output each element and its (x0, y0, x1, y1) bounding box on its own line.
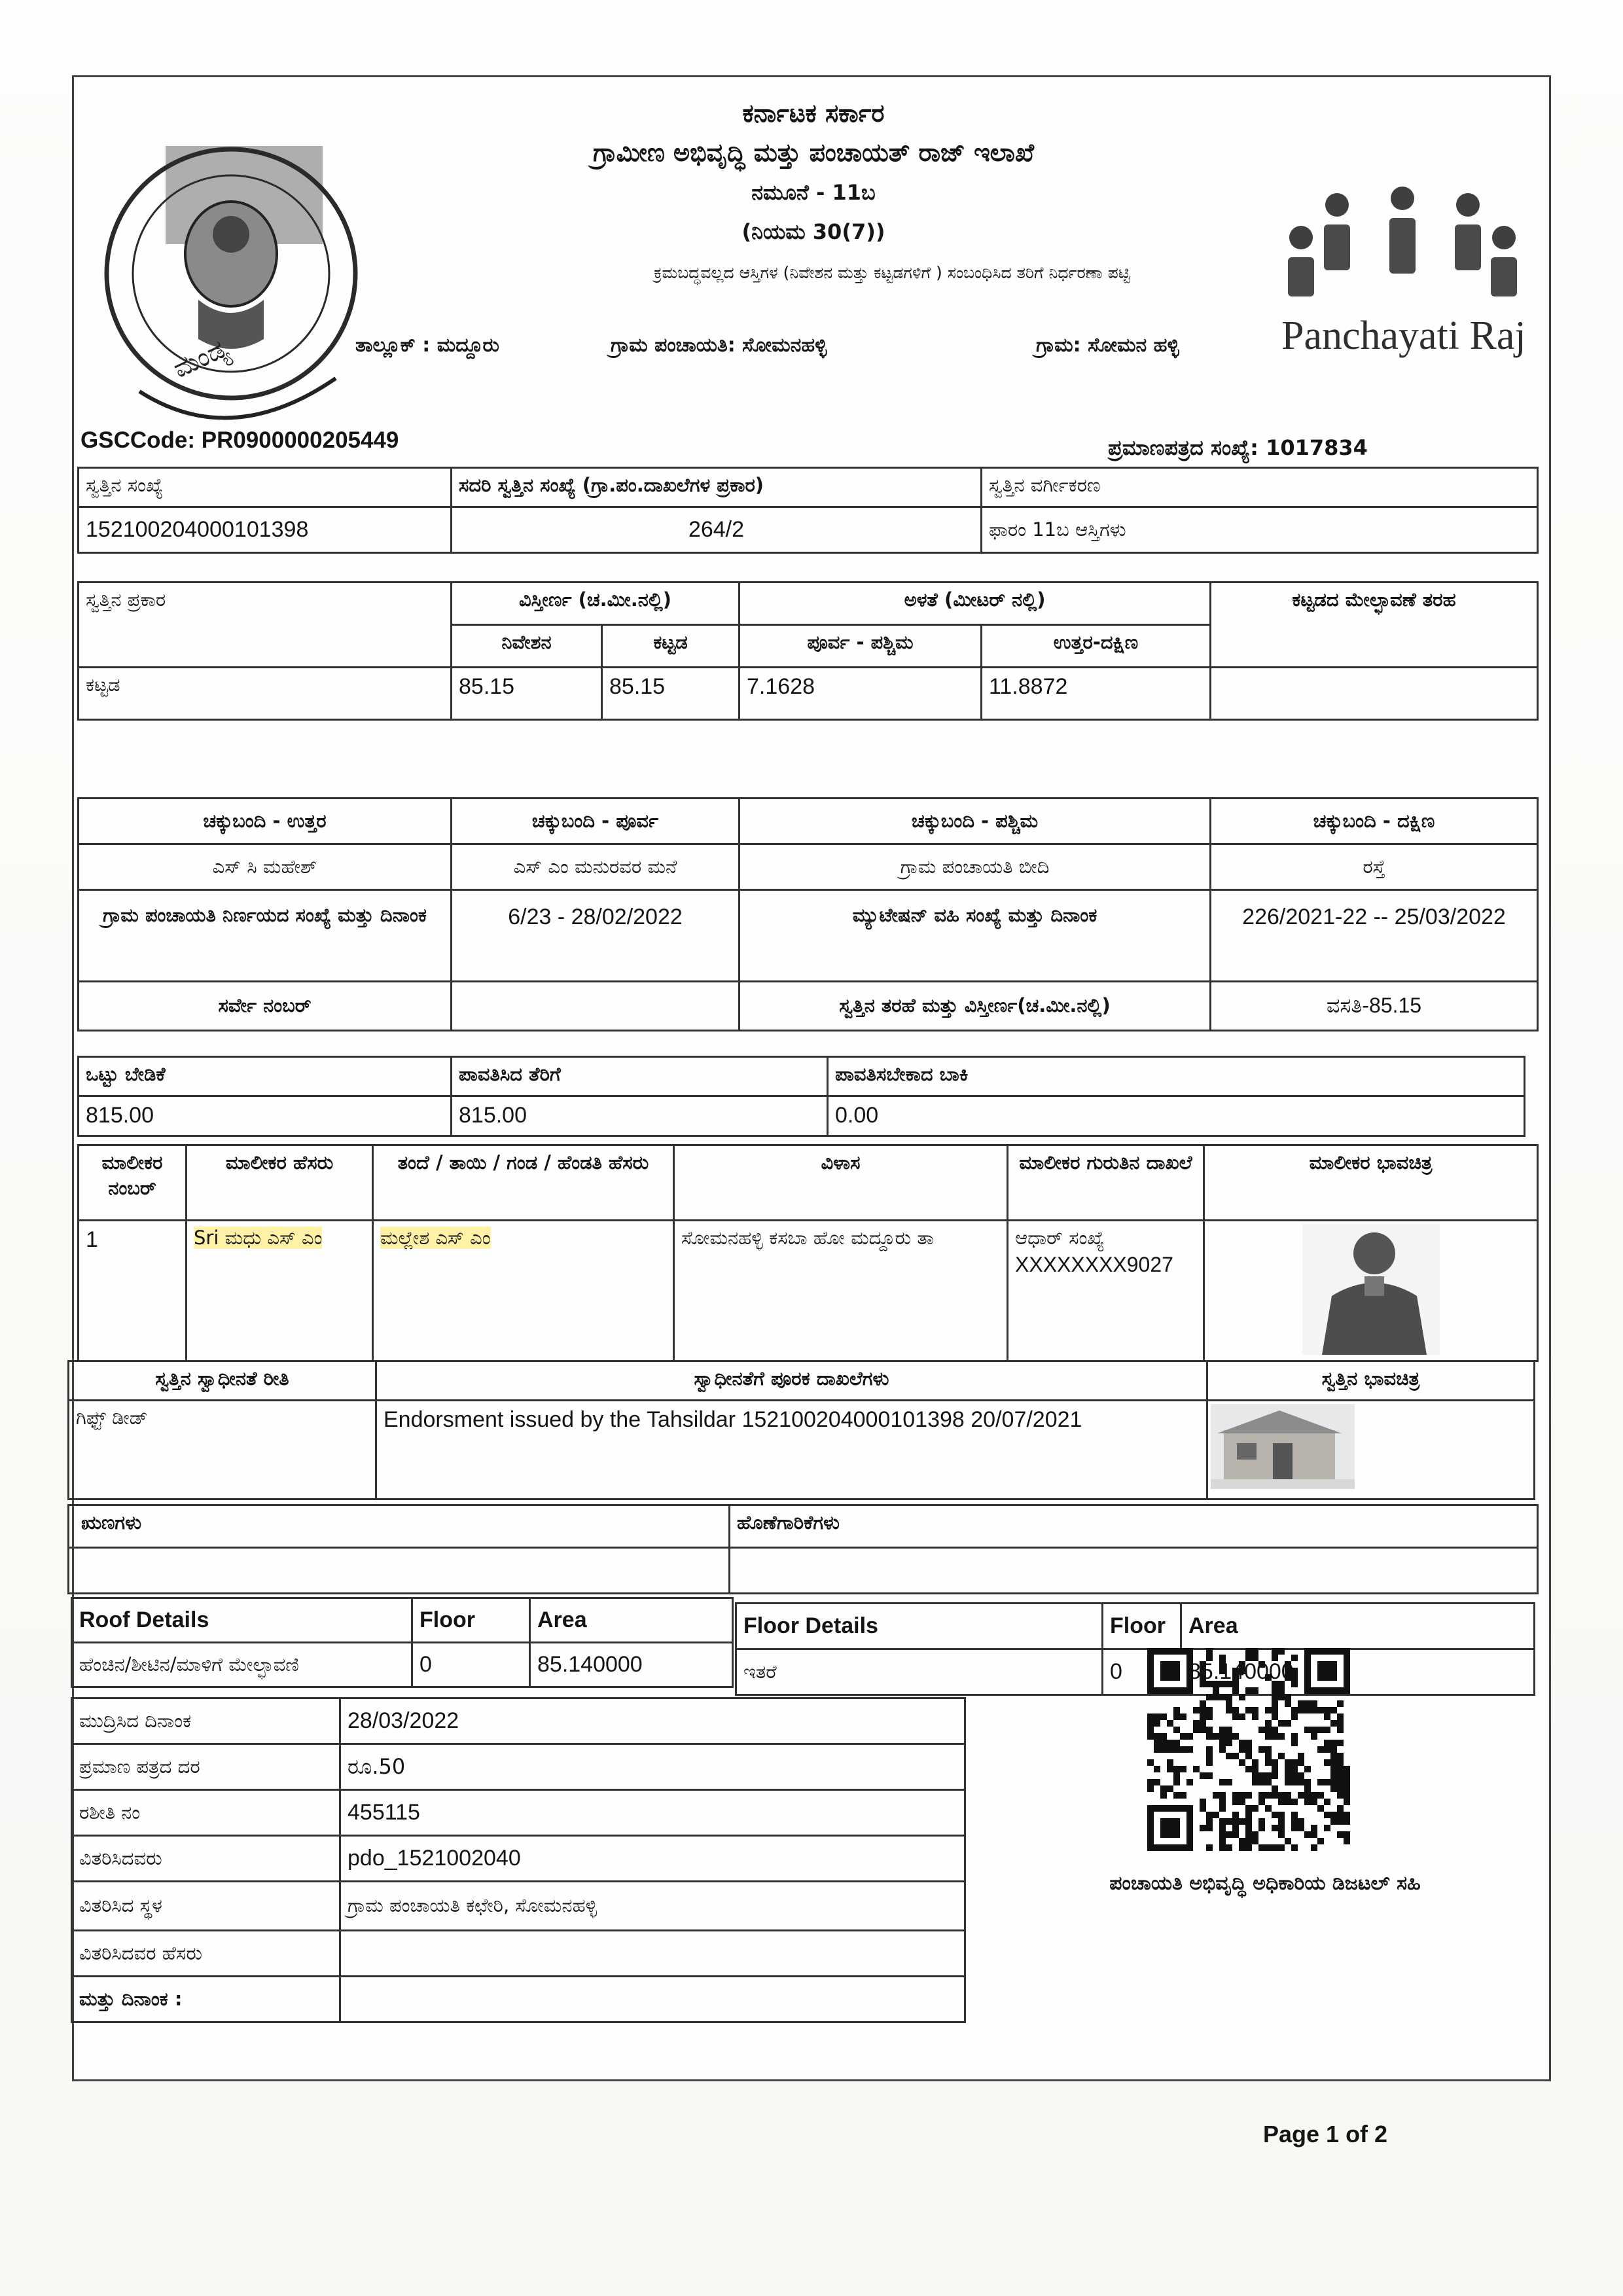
mutation-header: ಮ್ಯುಟೇಷನ್ ವಹಿ ಸಂಖ್ಯೆ ಮತ್ತು ದಿನಾಂಕ (740, 890, 1211, 982)
east-west-header: ಪೂರ್ವ - ಪಶ್ಚಿಮ (740, 625, 982, 668)
floor-type-value: ಇತರೆ (736, 1649, 1103, 1695)
south-boundary-header: ಚಕ್ಕುಬಂದಿ - ದಕ್ಷಿಣ (1211, 798, 1538, 844)
owner-id-number: XXXXXXXX9027 (1015, 1253, 1173, 1277)
east-west-value: 7.1628 (747, 674, 815, 699)
east-boundary-header: ಚಕ್ಕುಬಂದಿ - ಪೂರ್ವ (452, 798, 740, 844)
extent-header: ವಿಸ್ತೀರ್ಣ (ಚ.ಮೀ.ನಲ್ಲಿ) (452, 583, 740, 625)
logo-text: Panchayati Raj (1281, 314, 1526, 358)
roof-area-header: Area (537, 1607, 587, 1632)
page-number: Page 1 of 2 (1263, 2121, 1388, 2147)
encumbrances-value (69, 1548, 730, 1594)
certificate-sheet (72, 75, 1551, 2081)
owner-number-header: ಮಾಲೀಕರ ನಂಬರ್ (79, 1145, 187, 1221)
balance-due-value: 0.00 (835, 1103, 879, 1128)
svg-text:ಮಂಡ್ಯ: ಮಂಡ್ಯ (168, 332, 233, 385)
owner-table (77, 1144, 1539, 1362)
floor-floor-header: Floor (1110, 1613, 1166, 1638)
survey-number-value (452, 982, 740, 1031)
government-title: ಕರ್ನಾಟಕ ಸರ್ಕಾರ (742, 99, 885, 128)
ownership-method-header: ಸ್ವತ್ತಿನ ಸ್ವಾಧೀನತೆ ರೀತಿ (69, 1361, 376, 1401)
survey-number-header: ಸರ್ವೇ ನಂಬರ್ (79, 982, 452, 1031)
roof-floor-header: Floor (419, 1607, 475, 1632)
balance-due-header: ಪಾವತಿಸಬೇಕಾದ ಬಾಕಿ (828, 1057, 1525, 1096)
west-boundary-value: ಗ್ರಾಮ ಪಂಚಾಯತಿ ಬೀದಿ (740, 844, 1211, 890)
measurement-header: ಅಳತೆ (ಮೀಟರ್ ನಲ್ಲಿ) (740, 583, 1211, 625)
owner-photo-header: ಮಾಲೀಕರ ಭಾವಚಿತ್ರ (1204, 1145, 1538, 1221)
daily-number-header: ಸದರಿ ಸ್ವತ್ತಿನ ಸಂಖ್ಯೆ (ಗ್ರಾ.ಪಂ.ದಾಖಲೆಗಳ ಪ್ರಕಾರ) (452, 468, 982, 507)
site-header: ನಿವೇಶನ (452, 625, 602, 668)
form-subtitle: ಕ್ರಮಬದ್ಧವಲ್ಲದ ಆಸ್ತಿಗಳ (ನಿವೇಶನ ಮತ್ತು ಕಟ್ಟಡಗಳಿಗೆ ) ಸಂಬಂಧಿಸಿದ ತರಿಗೆ ನಿರ್ಧರಣಾ ಪಟ್ಟಿ (654, 263, 1130, 282)
property-number: 152100204000101398 (86, 516, 309, 542)
north-south-value: 11.8872 (989, 674, 1068, 699)
property-photo (1211, 1404, 1355, 1489)
issue-date-value (340, 1977, 965, 2022)
receipt-number-value: 455115 (348, 1799, 420, 1825)
supporting-documents-value: Endorsment issued by the Tahsildar 152100204000101398 20/07/2021 (383, 1407, 1082, 1432)
printed-date-value: 28/03/2022 (348, 1708, 459, 1733)
floor-details-table (735, 1602, 1535, 1696)
ownership-method-value: ಗಿಫ್ಟ್ ಡೀಡ್ (69, 1401, 376, 1499)
property-type-header: ಸ್ವತ್ತಿನ ಪ್ರಕಾರ (79, 583, 452, 668)
classification-header: ಸ್ವತ್ತಿನ ವರ್ಗೀಕರಣ (982, 468, 1538, 507)
gsc-code: GSCCode: PR0900000205449 (80, 427, 399, 453)
floor-area-header: Area (1188, 1613, 1238, 1638)
property-number-header: ಸ್ವತ್ತಿನ ಸಂಖ್ಯೆ (79, 468, 452, 507)
rule-number: (ನಿಯಮ 30(7)) (741, 219, 885, 244)
south-boundary-value: ರಸ್ತೆ (1211, 844, 1538, 890)
certificate-fee-header: ಪ್ರಮಾಣ ಪತ್ರದ ದರ (72, 1744, 340, 1790)
roof-type-row-value: ಹೆಂಚಿನ/ಶೀಟಿನ/ಮಾಳಿಗೆ ಮೇಲ್ಛಾವಣಿ (72, 1643, 412, 1687)
relative-name-header: ತಂದೆ / ತಾಯಿ / ಗಂಡ / ಹೆಂಡತಿ ಹೆಸರು (373, 1145, 674, 1221)
north-boundary-header: ಚಕ್ಕುಬಂದಿ - ಉತ್ತರ (79, 798, 452, 844)
tax-table (77, 1056, 1525, 1137)
supporting-documents-header: ಸ್ವಾಧೀನತೆಗೆ ಪೂರಕ ದಾಖಲೆಗಳು (376, 1361, 1207, 1401)
roof-floor-value: 0 (419, 1651, 432, 1677)
north-south-header: ಉತ್ತರ-ದಕ್ಷಿಣ (982, 625, 1211, 668)
form-number: ನಮೂನೆ - 11ಬ (751, 180, 876, 205)
digital-signature-label: ಪಂಚಾಯತಿ ಅಭಿವೃದ್ಧಿ ಅಧಿಕಾರಿಯ ಡಿಜಟಲ್ ಸಹಿ (1109, 1872, 1421, 1895)
north-boundary-value: ಎಸ್ ಸಿ ಮಹೇಶ್ (79, 844, 452, 890)
property-extent-table (77, 581, 1539, 721)
type-extent-header: ಸ್ವತ್ತಿನ ತರಹೆ ಮತ್ತು ವಿಸ್ತೀರ್ಣ(ಚ.ಮೀ.ನಲ್ಲಿ) (740, 982, 1211, 1031)
liabilities-header: ಹೊಣೆಗಾರಿಕೆಗಳು (730, 1505, 1538, 1548)
building-header: ಕಟ್ಟಡ (602, 625, 740, 668)
daily-number: 264/2 (688, 516, 745, 542)
owner-id-type: ಆಧಾರ್ ಸಂಖ್ಯೆ (1015, 1227, 1105, 1249)
liabilities-value (730, 1548, 1538, 1594)
owner-id-header: ಮಾಲೀಕರ ಗುರುತಿನ ದಾಖಲೆ (1008, 1145, 1204, 1221)
department-title: ಗ್ರಾಮೀಣ ಅಭಿವೃದ್ಧಿ ಮತ್ತು ಪಂಚಾಯತ್ ರಾಜ್ ಇಲಾಖೆ (592, 138, 1035, 167)
owner-number-value: 1 (86, 1227, 98, 1252)
gram-panchayat-label: ಗ್ರಾಮ ಪಂಚಾಯತಿ: ಸೋಮನಹಳ್ಳಿ (611, 334, 827, 357)
gp-resolution-value: 6/23 - 28/02/2022 (508, 905, 683, 929)
type-extent-value: ವಸತಿ-85.15 (1326, 994, 1422, 1018)
floor-floor-value: 0 (1110, 1659, 1122, 1684)
issue-date-header: ಮತ್ತು ದಿನಾಂಕ : (72, 1977, 340, 2022)
owner-name-header: ಮಾಲೀಕರ ಹೆಸರು (187, 1145, 373, 1221)
issuer-name-value (340, 1931, 965, 1977)
total-demand-value: 815.00 (86, 1103, 154, 1128)
encumbrances-header: ಋಣಗಳು (69, 1505, 730, 1548)
tax-paid-header: ಪಾವತಿಸಿದ ತೆರಿಗೆ (452, 1057, 828, 1096)
issuer-name-header: ವಿತರಿಸಿದವರ ಹೆಸರು (72, 1931, 340, 1977)
property-number-table (77, 467, 1539, 554)
roof-type-header: ಕಟ್ಟಡದ ಮೇಲ್ಛಾವಣೆ ತರಹ (1211, 583, 1538, 668)
east-boundary-value: ಎಸ್ ಎಂ ಮನುರವರ ಮನೆ (452, 844, 740, 890)
site-area-value: 85.15 (459, 674, 515, 699)
issue-place-header: ವಿತರಿಸಿದ ಸ್ಥಳ (72, 1882, 340, 1931)
owner-photo (1302, 1224, 1440, 1355)
receipt-number-header: ರಶೀತಿ ನಂ (72, 1790, 340, 1836)
printed-date-header: ಮುದ್ರಿಸಿದ ದಿನಾಂಕ (72, 1698, 340, 1744)
roof-area-value: 85.140000 (537, 1651, 643, 1677)
boundaries-table (77, 797, 1539, 1031)
owner-name-value: Sri ಮಧು ಎಸ್ ಎಂ (194, 1227, 323, 1249)
certificate-number: ಪ್ರಮಾಣಪತ್ರದ ಸಂಖ್ಯೆ: 1017834 (1108, 435, 1368, 460)
certificate-fee-value: ರೂ.50 (340, 1744, 965, 1790)
taluk-label: ತಾಲ್ಲೂಕ್ : ಮದ್ದೂರು (355, 334, 499, 357)
total-demand-header: ಒಟ್ಟು ಬೇಡಿಕೆ (79, 1057, 452, 1096)
qr-code (1147, 1648, 1350, 1851)
issuer-header: ವಿತರಿಸಿದವರು (72, 1836, 340, 1882)
address-value: ಸೋಮನಹಳ್ಳಿ ಕಸಬಾ ಹೋ ಮದ್ದೂರು ತಾ (674, 1221, 1008, 1361)
classification-value: ಫಾರಂ 11ಬ ಆಸ್ತಿಗಳು (982, 507, 1538, 553)
property-photo-header: ಸ್ವತ್ತಿನ ಭಾವಚಿತ್ರ (1207, 1361, 1535, 1401)
floor-details-header: Floor Details (743, 1613, 878, 1638)
mutation-value: 226/2021-22 -- 25/03/2022 (1242, 905, 1506, 929)
roof-details-table (71, 1597, 734, 1688)
roof-type-value (1211, 668, 1538, 720)
address-header: ವಿಳಾಸ (674, 1145, 1008, 1221)
property-type-value: ಕಟ್ಟಡ (79, 668, 452, 720)
issuer-value: pdo_1521002040 (348, 1845, 521, 1871)
ownership-table (67, 1360, 1535, 1500)
village-label: ಗ್ರಾಮ: ಸೋಮನ ಹಳ್ಳಿ (1036, 334, 1179, 357)
relative-name-value: ಮಲ್ಲೇಶ ಎಸ್ ಎಂ (380, 1227, 491, 1249)
issue-details-table (71, 1697, 966, 2023)
liabilities-table (67, 1504, 1539, 1594)
building-area-value: 85.15 (609, 674, 666, 699)
west-boundary-header: ಚಕ್ಕುಬಂದಿ - ಪಶ್ಚಿಮ (740, 798, 1211, 844)
issue-place-value: ಗ್ರಾಮ ಪಂಚಾಯತಿ ಕಛೇರಿ, ಸೋಮನಹಳ್ಳಿ (340, 1882, 965, 1931)
gp-resolution-header: ಗ್ರಾಮ ಪಂಚಾಯತಿ ನಿರ್ಣಯದ ಸಂಖ್ಯೆ ಮತ್ತು ದಿನಾಂಕ (79, 890, 452, 982)
roof-details-header: Roof Details (79, 1607, 209, 1632)
tax-paid-value: 815.00 (459, 1103, 527, 1128)
